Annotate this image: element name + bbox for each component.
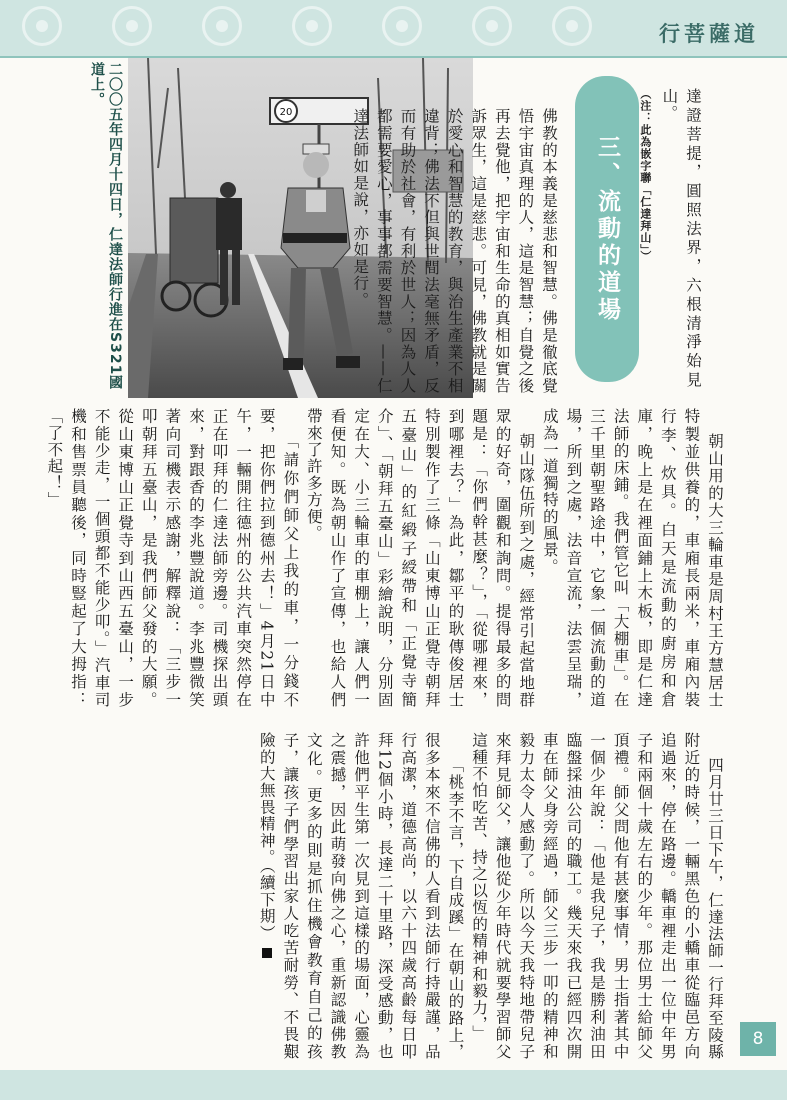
section-paragraph: 朝山隊伍所到之處，經常引起當地群眾的好奇，圍觀和詢問。提得最多的問題是：「你們幹甚麼？」，「從哪裡來，到哪裡去？」為此，鄒平的耿傳俊居士特別製作了三條「山東博山正覺寺朝拜五臺山」的紅緞子綬帶和「正覺寺簡介」、「朝拜五臺山」彩繪說明，分別固定在大、小三輪車的車棚上，讓人們一看便知。既為朝山作了宣傳，也給人們帶來了許多方便。 — [304, 408, 536, 708]
end-mark-icon — [262, 948, 272, 958]
section-paragraph — [254, 732, 466, 1060]
flower-ornament-icon — [112, 6, 152, 46]
flower-ornament-icon — [382, 6, 422, 46]
running-header: 行菩薩道 — [659, 22, 759, 46]
flower-ornament-icon — [292, 6, 332, 46]
body-middle — [42, 408, 726, 708]
speed-sign-number: 20 — [279, 107, 293, 118]
photo-caption: 二〇〇五年四月十四日，仁達法師行進在S321國道上。 — [89, 62, 123, 391]
section-paragraph: 佛教的本義是慈悲和智慧。佛是徹底覺悟宇宙真理的人，這是智慧；自覺之後再去覺他，把宇宙和生命的真相如實告訴眾生，這是慈悲。可見，佛教就是關於愛心和智慧的教育，與治生產業不相違背；佛法不但與世間法毫無矛盾，反而有助於社會，有利於世人；因為人人都需要愛心，事事都需要智慧。——仁達法師如是說，亦如是行。 — [351, 108, 558, 394]
section-intro-line — [351, 108, 560, 394]
section-heading: 三、流動的道場 — [575, 76, 639, 382]
footer-band — [0, 1070, 787, 1100]
intro-text: 達證菩提，圓照法界，六根清淨始見山。 — [660, 88, 702, 388]
intro-note: （注：此為嵌字聯「仁達拜山」） — [638, 88, 652, 263]
closing-text: 「桃李不言，下自成蹊」在朝山的路上，很多本來不信佛的人看到法師行持嚴謹，品行高潔，道德高尚，以六十四歲高齡每日叩拜12個小時，長達二十里路，深受感動，也許他們平生第一次見到這樣的場面，心靈為之震撼，因此萌發向佛之心，重新認識佛教文化。更多的則是抓住機會教育自己的孩子，讓孩子們學習出家人吃苦耐勞、不畏艱險的大無畏精神。（續下期） — [257, 732, 465, 1060]
flower-ornament-icon — [552, 6, 592, 46]
intro-verse — [640, 88, 704, 388]
section-paragraph: 四月廿三日下午，仁達法師一行拜至陵縣附近的時候，一輛黑色的小轎車從臨邑方向追過來，停在路邊。轎車裡走出一位中年男子和兩個十歲左右的少年。那位男士給師父頂禮。師父問他有甚麼事情，男士指著其中一個少年說：「他是我兒子，我是勝利油田臨盤採油公司的職工。幾天來我已經四次開車在師父身旁經過，師父三步一叩的精神和毅力太令人感動了。所以今天我特地帶兒子來拜見師父，讓他從少年時代就要學習師父這種不怕吃苦、持之以恆的精神和毅力，」 — [470, 732, 724, 1060]
page-number: 8 — [740, 1022, 776, 1056]
flower-ornament-icon — [472, 6, 512, 46]
section-paragraph: 朝山用的大三輪車是周村王方慧居士特製並供養的，車廂長兩米，車廂內裝行李、炊具。白天是流動的廚房和倉庫，晚上是在裡面鋪上木板，即是仁達法師的床鋪。我們管它叫「大棚車」。在三千里朝聖路途中，它象一個流動的道場，所到之處，法音宣流，法雲呈瑞，成為一道獨特的風景。 — [540, 408, 724, 708]
flower-ornament-icon — [22, 6, 62, 46]
section-paragraph: 「請你們師父上我的車，一分錢不要，把你們拉到德州去！」4月21日中午，一輛開往德州的公共汽車突然停在正在叩拜的仁達法師旁邊。司機探出頭來，對跟香的李兆豐說道。李兆豐微笑著向司機表示感謝，解釋說：「三步一叩朝拜五臺山，是我們師父發的大願。從山東博山正覺寺到山西五臺山，一步不能少走，一個頭都不能少叩。」汽車司機和售票員聽後，同時豎起了大拇指：「了不起！」 — [45, 408, 300, 708]
header-band — [0, 0, 787, 58]
flower-ornament-icon — [202, 6, 242, 46]
body-lower — [42, 732, 726, 1060]
